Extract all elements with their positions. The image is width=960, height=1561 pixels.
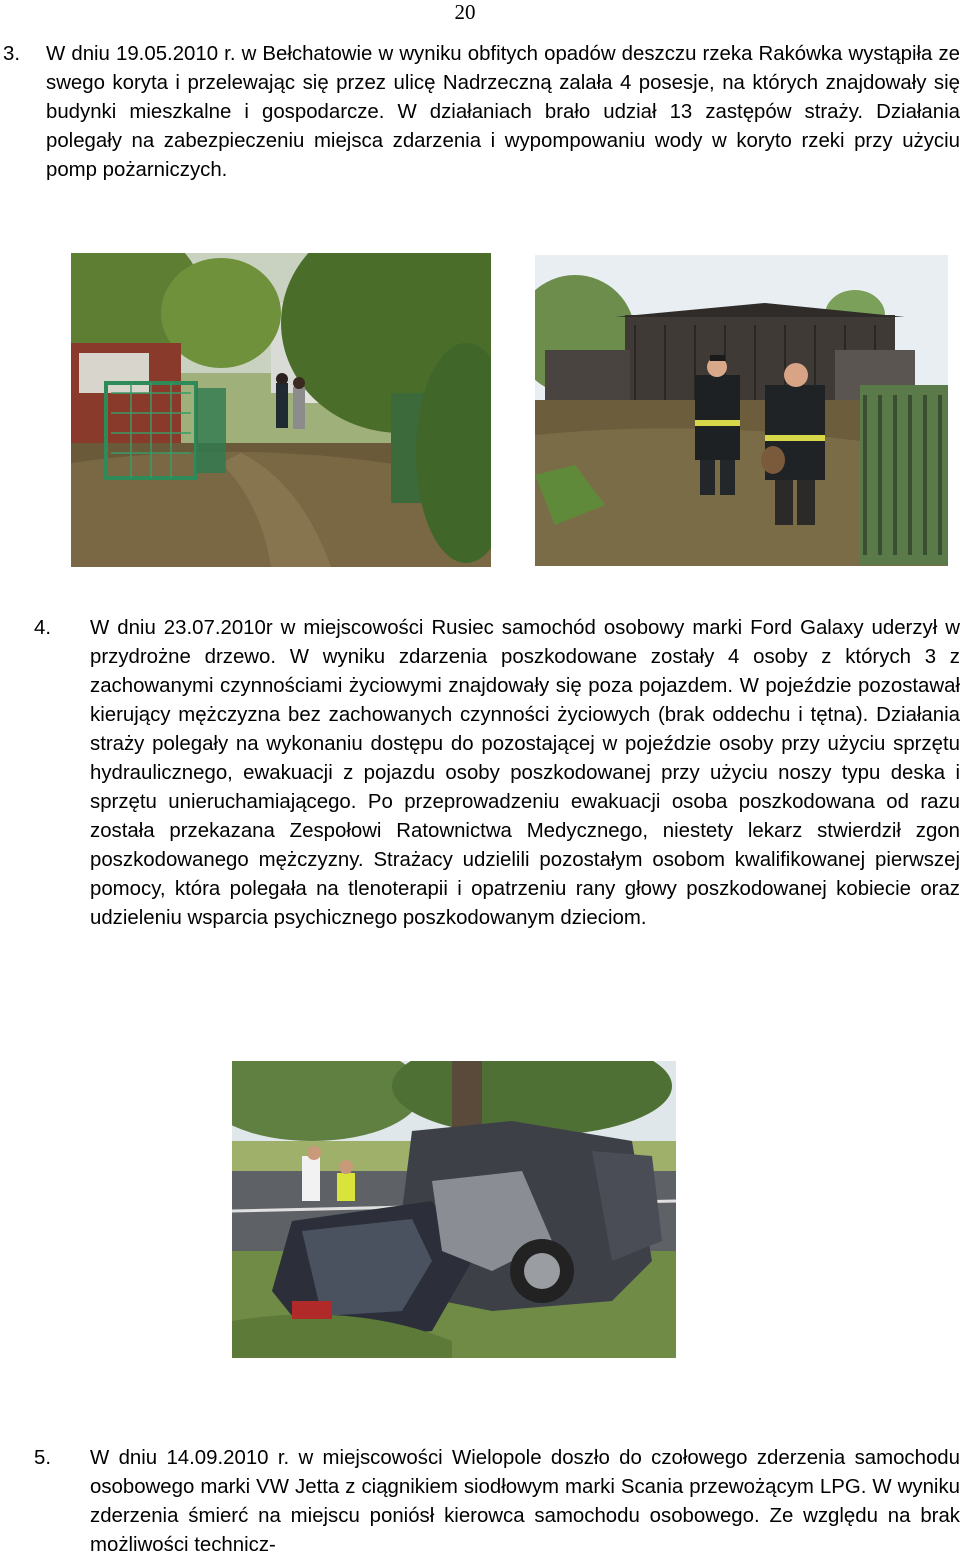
list-item-3 <box>0 40 960 185</box>
flood-firefighters-photo <box>535 255 948 566</box>
list-item-number: 4. <box>34 617 52 639</box>
list-item-5 <box>0 1444 960 1560</box>
flood-street-photo <box>71 253 491 567</box>
list-item-text: W dniu 23.07.2010r w miejscowości Rusiec samochód osobowy marki Ford Galaxy uderzył w przydrożne drzewo. W wyniku zdarzenia poszkodowane zostały 4 osoby z których 3 z zachowanymi czynnościami życiowymi znajdowały się poza pojazdem. W pojeździe pozostawał kierujący mężczyzna bez zachowanych czynności życiowych (brak oddechu i tętna). Działania straży polegały na wykonaniu dostępu do pozostającej w pojeździe osoby przy użyciu sprzętu hydraulicznego, ewakuacji z pojazdu osoby poszkodowanej przy użyciu noszy typu deska i sprzętu unieruchamiającego. Po przeprowadzeniu ewakuacji osoba poszkodowana od razu została przekazana Zespołowi Ratownictwa Medycznego, niestety lekarz stwierdził zgon poszkodowanego mężczyzny. Strażacy udzielili pozostałym osobom kwalifikowanej pierwszej pomocy, która polegała na tlenoterapii i opatrzeniu rany głowy poszkodowanej kobiecie oraz udzieleniu wsparcia psychicznego poszkodowanym dzieciom. <box>90 617 960 929</box>
list-item-4 <box>0 614 960 933</box>
page-number: 20 <box>454 0 476 24</box>
list-item-text: W dniu 14.09.2010 r. w miejscowości Wielopole doszło do czołowego zderzenia samochodu osobowego marki VW Jetta z ciągnikiem siodłowym marki Scania przewożącym LPG. W wyniku zderzenia śmierć na miejscu poniósł kierowca samochodu osobowego. Ze względu na brak możliwości technicz- <box>90 1447 960 1556</box>
list-item-text: W dniu 19.05.2010 r. w Bełchatowie w wyniku obfitych opadów deszczu rzeka Rakówka wystąpiła ze swego koryta i przelewając się przez ulicę Nadrzeczną zalała 4 posesje, na których znajdowały się budynki mieszkalne i gospodarcze. W działaniach brało udział 13 zastępów straży. Działania polegały na zabezpieczeniu miejsca zdarzenia i wypompowaniu wody w koryto rzeki przy użyciu pomp pożarniczych. <box>46 43 960 181</box>
list-item-number: 5. <box>34 1447 52 1469</box>
list-item-number: 3. <box>3 43 21 65</box>
car-crash-photo <box>232 1061 676 1358</box>
